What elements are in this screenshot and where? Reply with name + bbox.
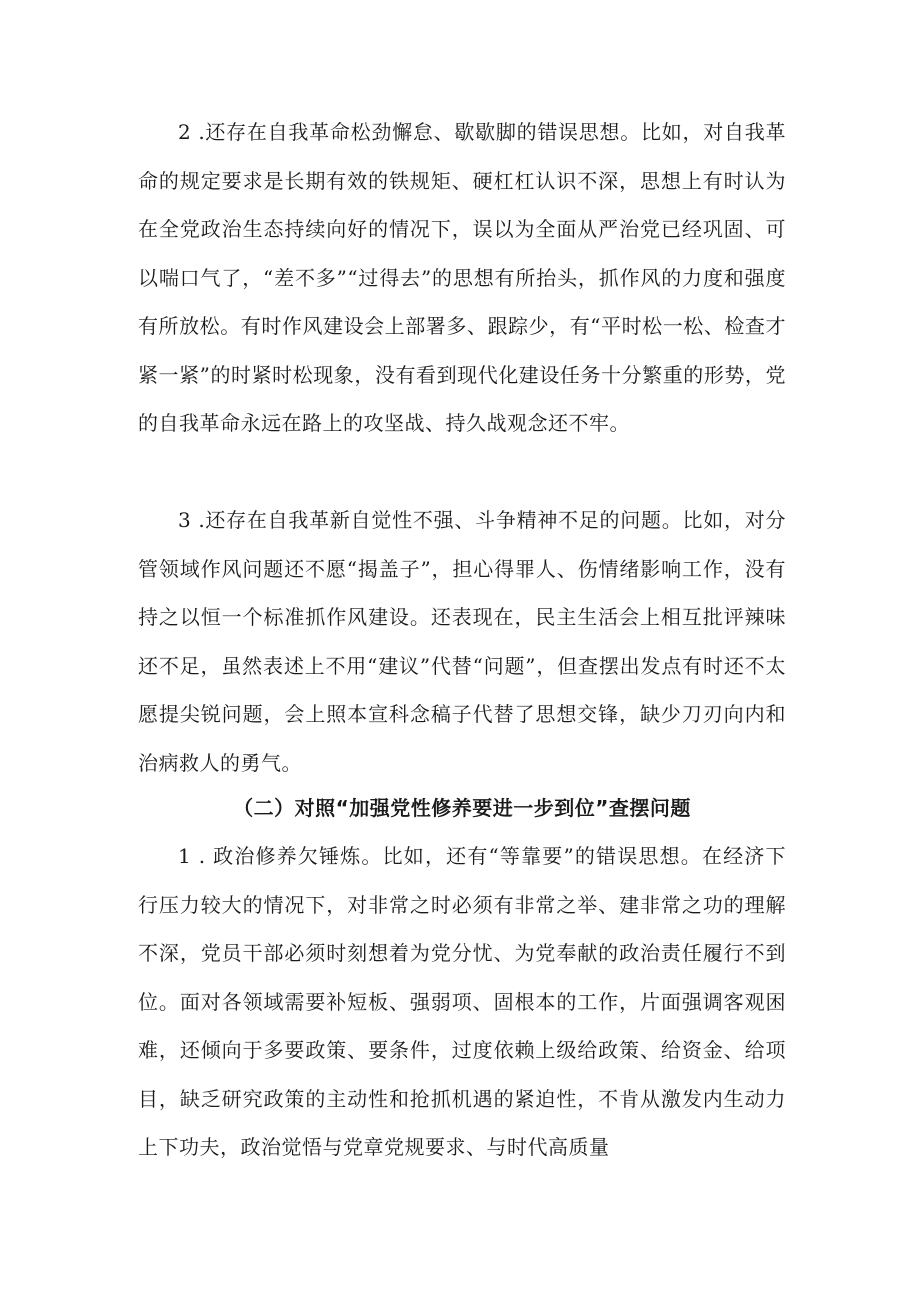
paragraph-item-3: 3 .还存在自我革新自觉性不强、斗争精神不足的问题。比如，对分管领域作风问题还不愿“揭盖子”，担心得罪人、伤情绪影响工作，没有持之以恒一个标准抓作风建设。还表现在，民主生活会上相互批评辣味还不足，虽然表述上不用“建议”代替“问题”，但查摆出发点有时还不太愿提尖锐问题，会上照本宣科念稿子代替了思想交锋，缺少刀刃向内和治病救人的勇气。 [138, 508, 786, 775]
paragraph-item-2: 2 .还存在自我革命松劲懈怠、歇歇脚的错误思想。比如，对自我革命的规定要求是长期有效的铁规矩、硬杠杠认识不深，思想上有时认为在全党政治生态持续向好的情况下，误以为全面从严治党已经巩固、可以喘口气了，“差不多”“过得去”的思想有所抬头，抓作风的力度和强度有所放松。有时作风建设会上部署多、跟踪少，有“平时松一松、检查才紧一紧”的时紧时松现象，没有看到现代化建设任务十分繁重的形势，党的自我革命永远在路上的攻坚战、持久战观念还不牢。 [138, 120, 786, 435]
paragraph-item-1: 1 . 政治修养欠锤炼。比如，还有“等靠要”的错误思想。在经济下行压力较大的情况下，对非常之时必须有非常之举、建非常之功的理解不深，党员干部必须时刻想着为党分忧、为党奉献的政治责任履行不到位。面对各领域需要补短板、强弱项、固根本的工作，片面强调客观困难，还倾向于多要政策、要条件，过度依赖上级给政策、给资金、给项目，缺乏研究政策的主动性和抢抓机遇的紧迫性，不肯从激发内生动力上下功夫，政治觉悟与党章党规要求、与时代高质量 [138, 844, 786, 1159]
section-heading: （二）对照“加强党性修养要进一步到位”查摆问题 [233, 796, 691, 820]
